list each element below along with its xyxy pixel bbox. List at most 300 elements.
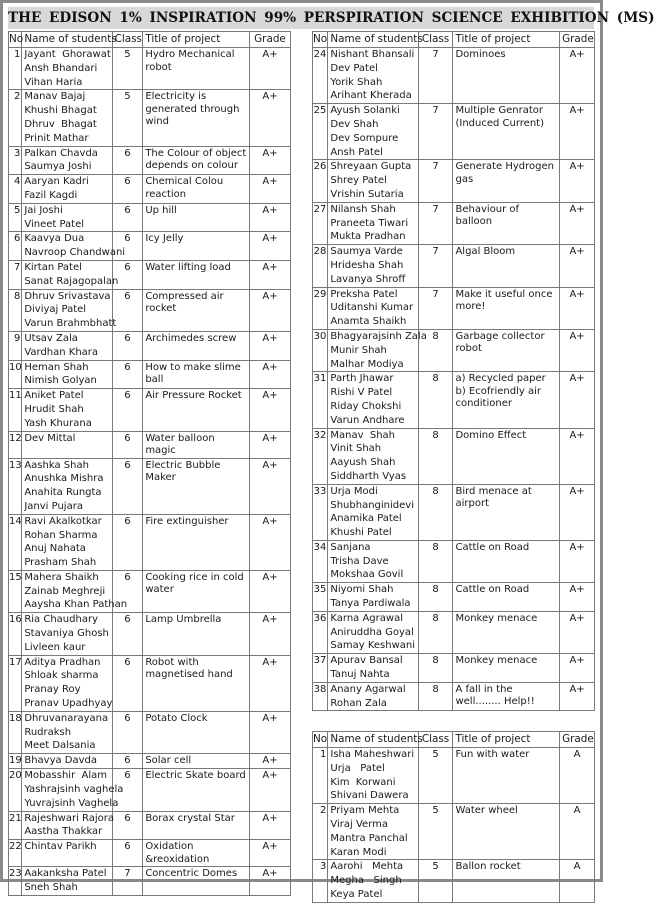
student-names — [328, 245, 418, 287]
class-value: 5 — [418, 804, 453, 860]
table-row — [313, 287, 595, 329]
student-name: Trisha Dave — [330, 555, 389, 567]
student-name: Anahita Rungta — [24, 487, 102, 499]
row-number: 2 — [313, 804, 328, 860]
grade-value: A+ — [249, 840, 290, 867]
project-title: Lamp Umbrella — [143, 613, 250, 655]
student-name: Anamika Patel — [330, 513, 402, 525]
student-name: Manav Shah — [330, 429, 396, 441]
student-name: Sanjana — [330, 541, 371, 553]
class-value: 6 — [112, 769, 143, 811]
project-title: The Colour of object depends on colour — [143, 146, 250, 175]
student-name: Chintav Parikh — [24, 841, 97, 853]
project-title: Ballon rocket — [453, 860, 560, 902]
student-name: Dev Shah — [330, 118, 379, 130]
class-value: 6 — [112, 389, 143, 431]
student-name: Niyomi Shah — [330, 584, 394, 596]
grade-value: A+ — [560, 583, 595, 612]
student-name: Samay Keshwani — [330, 640, 415, 652]
student-name: Anuj Nahata — [24, 543, 86, 555]
student-name: Navroop Chandwani — [24, 247, 126, 259]
row-number: 1 — [9, 48, 22, 90]
student-name: Ravi Akalkotkar — [24, 515, 102, 527]
project-title: Archimedes screw — [143, 331, 250, 360]
student-name: Munir Shah — [330, 344, 387, 356]
student-name: Kim Korwani — [330, 776, 396, 788]
row-number: 38 — [313, 682, 328, 711]
class-value: 7 — [418, 202, 453, 244]
row-number: 2 — [9, 90, 22, 146]
student-name: Yorik Shah — [330, 76, 383, 88]
student-name: Anamta Shaikh — [330, 316, 407, 328]
grade-value: A+ — [249, 260, 290, 289]
student-names — [328, 202, 418, 244]
student-name: Rohan Zala — [330, 697, 387, 709]
student-name: Aastha Thakkar — [24, 826, 103, 838]
project-title: Fire extinguisher — [143, 514, 250, 570]
student-name: Vihan Haria — [24, 76, 83, 88]
class-value: 8 — [418, 540, 453, 582]
class-value: 6 — [112, 203, 143, 232]
project-title: Hydro Mechanical robot — [143, 48, 250, 90]
project-title: Borax crystal Star — [143, 811, 250, 840]
student-names — [328, 287, 418, 329]
row-number: 19 — [9, 754, 22, 769]
grade-value: A+ — [249, 360, 290, 389]
grade-value: A+ — [249, 754, 290, 769]
project-title: Up hill — [143, 203, 250, 232]
col-no-header: No — [9, 32, 22, 48]
student-name: Hridesha Shah — [330, 259, 404, 271]
table-row — [9, 655, 291, 711]
student-name: Heman Shah — [24, 361, 89, 373]
table-row — [9, 232, 291, 261]
col-grade-header: Grade — [249, 32, 290, 48]
col-title-header: Title of project — [143, 32, 250, 48]
student-name: Sanat Rajagopalan — [24, 275, 119, 287]
grade-value: A+ — [560, 245, 595, 287]
student-name: Riday Chokshi — [330, 400, 402, 412]
project-title: Robot with magnetised hand — [143, 655, 250, 711]
student-names — [22, 867, 112, 896]
grade-value: A+ — [249, 289, 290, 331]
student-name: Varun Andhare — [330, 414, 405, 426]
table-row — [9, 48, 291, 90]
row-number: 34 — [313, 540, 328, 582]
project-title: Garbage collector robot — [453, 329, 560, 371]
student-name: Diviyaj Patel — [24, 304, 87, 316]
class-value: 6 — [112, 260, 143, 289]
class-value: 8 — [418, 372, 453, 428]
student-name: Varun Brahmbhatt — [24, 318, 117, 330]
table-row — [313, 160, 595, 202]
grade-value: A+ — [560, 160, 595, 202]
class-value: 6 — [112, 146, 143, 175]
student-names — [328, 860, 418, 902]
project-title: Oxidation &reoxidation — [143, 840, 250, 867]
student-name: Kaavya Dua — [24, 233, 85, 245]
grade-value: A+ — [249, 48, 290, 90]
grade-value: A+ — [249, 175, 290, 204]
student-name: Aniket Patel — [24, 390, 84, 402]
student-names — [22, 203, 112, 232]
col-class-header: Class — [112, 32, 143, 48]
table-row — [9, 203, 291, 232]
student-names — [328, 160, 418, 202]
student-name: Uditanshi Kumar — [330, 302, 414, 314]
student-name: Mobasshir Alam — [24, 770, 108, 782]
student-name: Mokshaa Govil — [330, 569, 404, 581]
student-name: Vinit Shah — [330, 443, 382, 455]
table-row — [313, 48, 595, 104]
student-name: Shloak sharma — [24, 670, 99, 682]
student-name: Mantra Panchal — [330, 832, 408, 844]
col-class-header: Class — [418, 732, 453, 748]
row-number: 25 — [313, 104, 328, 160]
table-row — [9, 613, 291, 655]
class-value: 6 — [112, 360, 143, 389]
student-name: Aakanksha Patel — [24, 868, 107, 880]
row-number: 21 — [9, 811, 22, 840]
table-row — [313, 682, 595, 711]
col-title-header: Title of project — [453, 732, 560, 748]
grade-value: A+ — [249, 570, 290, 612]
grade-value: A+ — [249, 90, 290, 146]
student-names — [328, 748, 418, 804]
col-no-header: No — [313, 32, 328, 48]
grade-value: A+ — [249, 146, 290, 175]
results-table-right — [312, 31, 595, 711]
grade-value: A — [560, 804, 595, 860]
student-name: Kirtan Patel — [24, 261, 82, 273]
student-name: Pranay Roy — [24, 684, 81, 696]
project-title: Water wheel — [453, 804, 560, 860]
project-title: Cooking rice in cold water — [143, 570, 250, 612]
student-names — [22, 289, 117, 331]
exhibition-title: THE EDISON 1% INSPIRATION 99% PERSPIRATION SCIENCE EXHIBITION (MS) — [8, 7, 594, 29]
class-value: 6 — [112, 232, 143, 261]
student-names — [22, 570, 128, 612]
class-value: 8 — [418, 682, 453, 711]
grade-value: A+ — [560, 428, 595, 484]
class-value: 7 — [418, 245, 453, 287]
class-value: 6 — [112, 655, 143, 711]
grade-value: A+ — [560, 654, 595, 683]
table-row — [9, 175, 291, 204]
student-name: Meet Dalsania — [24, 740, 96, 752]
student-name: Manav Bajaj — [24, 91, 86, 103]
row-number: 29 — [313, 287, 328, 329]
table-row — [313, 428, 595, 484]
student-name: Karan Modi — [330, 846, 387, 858]
table-row — [9, 867, 291, 896]
project-title: Water balloon magic — [143, 431, 250, 458]
class-value: 6 — [112, 458, 143, 514]
grade-value: A+ — [560, 484, 595, 540]
student-name: Ria Chaudhary — [24, 614, 98, 626]
class-value: 8 — [418, 329, 453, 371]
student-names — [22, 175, 112, 204]
table-row — [9, 811, 291, 840]
project-title: Icy Jelly — [143, 232, 250, 261]
row-number: 31 — [313, 372, 328, 428]
grade-value: A — [560, 860, 595, 902]
table-row — [9, 458, 291, 514]
col-names-header: Name of students — [22, 32, 112, 48]
grade-value: A+ — [560, 48, 595, 104]
student-name: Nilansh Shah — [330, 203, 396, 215]
student-names — [22, 146, 112, 175]
class-value: 5 — [418, 748, 453, 804]
project-title: How to make slime ball — [143, 360, 250, 389]
student-name: Shubhanginidevi — [330, 499, 414, 511]
grade-value: A+ — [560, 329, 595, 371]
table-row — [313, 245, 595, 287]
project-title: Fun with water — [453, 748, 560, 804]
row-number: 35 — [313, 583, 328, 612]
student-name: Palkan Chavda — [24, 147, 98, 159]
table-row — [9, 754, 291, 769]
student-names — [328, 372, 418, 428]
student-name: Mukta Pradhan — [330, 231, 406, 243]
table-header — [9, 32, 291, 48]
student-name: Hrudit Shah — [24, 403, 84, 415]
student-name: Khushi Patel — [330, 527, 392, 539]
class-value: 5 — [112, 90, 143, 146]
student-name: Dhruv Bhagat — [24, 118, 97, 130]
table-row — [9, 431, 291, 458]
student-name: Preksha Patel — [330, 288, 398, 300]
project-title: Water lifting load — [143, 260, 250, 289]
student-names — [22, 431, 112, 458]
table-row — [313, 611, 595, 653]
grade-value: A+ — [249, 613, 290, 655]
student-names — [22, 840, 112, 867]
student-names — [22, 260, 119, 289]
student-name: Aashka Shah — [24, 459, 89, 471]
student-names — [22, 389, 112, 431]
student-name: Shrey Patel — [330, 175, 387, 187]
student-names — [328, 654, 418, 683]
results-table-left — [8, 31, 291, 896]
student-name: Prinit Mathar — [24, 132, 89, 144]
student-name: Nishant Bhansali — [330, 49, 415, 60]
student-names — [22, 458, 112, 514]
row-number: 4 — [9, 175, 22, 204]
class-value: 6 — [112, 613, 143, 655]
row-number: 24 — [313, 48, 328, 104]
class-value: 6 — [112, 811, 143, 840]
class-value: 6 — [112, 754, 143, 769]
student-name: Vineet Patel — [24, 218, 85, 230]
class-value: 5 — [112, 48, 143, 90]
student-names — [22, 613, 112, 655]
student-names — [328, 48, 418, 104]
student-name: Isha Maheshwari — [330, 749, 415, 760]
project-title: Monkey menace — [453, 611, 560, 653]
class-value: 5 — [418, 860, 453, 902]
student-name: Rohan Sharma — [24, 529, 98, 541]
grade-value: A+ — [249, 331, 290, 360]
col-no-header: No — [313, 732, 328, 748]
student-name: Janvi Pujara — [24, 500, 83, 512]
row-number: 32 — [313, 428, 328, 484]
table-row — [313, 583, 595, 612]
student-names — [22, 48, 112, 90]
student-names — [22, 232, 126, 261]
row-number: 6 — [9, 232, 22, 261]
class-value: 6 — [112, 175, 143, 204]
class-value: 6 — [112, 570, 143, 612]
student-name: Ayush Solanki — [330, 105, 400, 117]
table-row — [313, 804, 595, 860]
student-names — [22, 90, 112, 146]
student-name: Khushi Bhagat — [24, 105, 97, 117]
grade-value: A+ — [249, 389, 290, 431]
student-name: Bhagyarajsinh Zala — [330, 330, 427, 342]
student-name: Vardhan Khara — [24, 346, 99, 358]
student-name: Shreyaan Gupta — [330, 161, 412, 173]
grade-value: A+ — [249, 867, 290, 896]
row-number: 23 — [9, 867, 22, 896]
grade-value: A+ — [249, 514, 290, 570]
table-row — [313, 104, 595, 160]
grade-value: A+ — [560, 104, 595, 160]
table-row — [313, 654, 595, 683]
project-title: Air Pressure Rocket — [143, 389, 250, 431]
student-name: Siddharth Vyas — [330, 470, 407, 482]
grade-value: A+ — [249, 811, 290, 840]
project-title: Electricity is generated through wind — [143, 90, 250, 146]
table-row — [9, 90, 291, 146]
student-name: Shivani Dawera — [330, 790, 409, 802]
student-name: Dhruvanarayana — [24, 712, 109, 724]
class-value: 7 — [418, 104, 453, 160]
class-value: 6 — [112, 711, 143, 753]
col-names-header: Name of students — [328, 732, 418, 748]
table-row — [9, 570, 291, 612]
student-name: Tanuj Nahta — [330, 669, 390, 681]
student-name: Yashrajsinh vaghela — [24, 784, 124, 796]
student-name: Dev Patel — [330, 62, 378, 74]
student-name: Karna Agrawal — [330, 612, 403, 624]
grade-value: A+ — [560, 202, 595, 244]
project-title: Behaviour of balloon — [453, 202, 560, 244]
student-name: Stavaniya Ghosh — [24, 628, 109, 640]
col-grade-header: Grade — [560, 732, 595, 748]
class-value: 6 — [112, 431, 143, 458]
grade-value: A+ — [249, 769, 290, 811]
student-names — [328, 611, 418, 653]
student-name: Rudraksh — [24, 726, 72, 738]
student-name: Vrishin Sutaria — [330, 188, 404, 200]
student-name: Urja Modi — [330, 485, 378, 497]
row-number: 26 — [313, 160, 328, 202]
row-number: 30 — [313, 329, 328, 371]
grade-value: A — [560, 748, 595, 804]
col-grade-header: Grade — [560, 32, 595, 48]
row-number: 13 — [9, 458, 22, 514]
student-name: Dev Sompure — [330, 132, 399, 144]
student-name: Megha Singh — [330, 875, 402, 887]
row-number: 14 — [9, 514, 22, 570]
student-names — [328, 329, 427, 371]
grade-value: A+ — [249, 458, 290, 514]
grade-value: A+ — [249, 431, 290, 458]
student-name: Malhar Modiya — [330, 358, 404, 370]
project-title: Algal Bloom — [453, 245, 560, 287]
student-names — [22, 769, 124, 811]
row-number: 22 — [9, 840, 22, 867]
grade-value: A+ — [560, 540, 595, 582]
row-number: 8 — [9, 289, 22, 331]
table-row — [313, 202, 595, 244]
student-name: Parth Jhawar — [330, 373, 394, 385]
class-value: 6 — [112, 289, 143, 331]
student-name: Dhruv Srivastava — [24, 290, 111, 302]
row-number: 37 — [313, 654, 328, 683]
col-title-header: Title of project — [453, 32, 560, 48]
row-number: 7 — [9, 260, 22, 289]
student-name: Priyam Mehta — [330, 805, 400, 817]
table-row — [9, 840, 291, 867]
class-value: 8 — [418, 583, 453, 612]
table-row — [9, 146, 291, 175]
class-value: 7 — [418, 160, 453, 202]
grade-value: A+ — [249, 655, 290, 711]
student-name: Anany Agarwal — [330, 683, 406, 695]
table-row — [9, 389, 291, 431]
table-row — [9, 711, 291, 753]
row-number: 12 — [9, 431, 22, 458]
student-name: Saumya Joshi — [24, 161, 92, 173]
class-value: 6 — [112, 331, 143, 360]
class-value: 8 — [418, 611, 453, 653]
student-names — [328, 484, 418, 540]
project-title: Domino Effect — [453, 428, 560, 484]
student-name: Aditya Pradhan — [24, 656, 101, 668]
student-name: Nimish Golyan — [24, 375, 97, 387]
project-title: Potato Clock — [143, 711, 250, 753]
student-names — [328, 804, 418, 860]
class-value: 8 — [418, 428, 453, 484]
project-title: Multiple Genrator (Induced Current) — [453, 104, 560, 160]
table-row — [9, 260, 291, 289]
student-names — [22, 331, 112, 360]
student-name: Jayant Ghorawat — [24, 49, 111, 60]
class-value: 6 — [112, 840, 143, 867]
student-name: Jai Joshi — [24, 204, 63, 216]
project-title: Generate Hydrogen gas — [453, 160, 560, 202]
student-name: Fazil Kagdi — [24, 189, 78, 201]
table-row — [313, 540, 595, 582]
row-number: 15 — [9, 570, 22, 612]
class-value: 6 — [112, 514, 143, 570]
grade-value: A+ — [560, 287, 595, 329]
table-row — [9, 769, 291, 811]
student-names — [328, 104, 418, 160]
class-value: 7 — [418, 48, 453, 104]
grade-value: A+ — [560, 682, 595, 711]
row-number: 36 — [313, 611, 328, 653]
student-name: Pranav Upadhyay — [24, 698, 113, 710]
col-names-header: Name of students — [328, 32, 418, 48]
student-name: Ansh Patel — [330, 146, 383, 158]
grade-value: A+ — [249, 711, 290, 753]
row-number: 27 — [313, 202, 328, 244]
student-name: Urja Patel — [330, 762, 385, 774]
student-name: Yash Khurana — [24, 417, 92, 429]
